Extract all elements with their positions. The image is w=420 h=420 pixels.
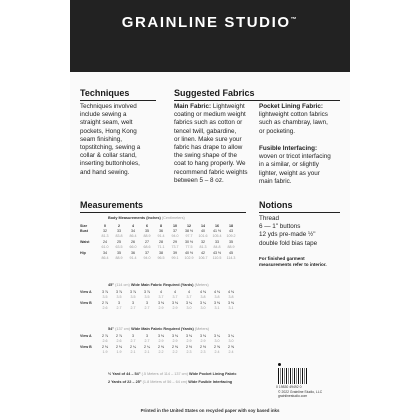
table-cell: 32 — [201, 239, 205, 244]
table-cell-metric: 3.5 — [102, 295, 108, 299]
table-cell-metric: 3.0 — [186, 306, 192, 310]
table-cell-metric: 61.0 — [101, 245, 109, 249]
table-cell: 34 — [103, 250, 107, 255]
table-cell: 4 — [188, 289, 190, 294]
table-cell: 38 — [159, 250, 163, 255]
table-row-metric — [80, 305, 238, 311]
table-cell-metric: 2.7 — [130, 306, 136, 310]
table-cell: 3 ⅛ — [158, 333, 164, 338]
table-cell-metric: 2.4 — [228, 350, 234, 354]
table-cell: 12 — [187, 223, 191, 228]
table-row — [80, 333, 238, 338]
table-cell: 14 — [201, 223, 205, 228]
table-cell: 3 — [146, 333, 148, 338]
table-cell: 37 — [173, 228, 177, 233]
table-cell-metric: 2.1 — [144, 350, 150, 354]
table-cell: 2 ⅝ — [214, 344, 220, 349]
table-cell: 3 ⅞ — [130, 289, 136, 294]
row-label: Waist — [80, 239, 90, 244]
table-cell: 8 — [160, 223, 162, 228]
table-cell: 3 — [118, 300, 120, 305]
grainline-logo-icon — [278, 363, 281, 366]
pocket-lining-text: Pocket Lining Fabric: lightweight cotton fabrics such as chambray, lawn, or pocketing. — [259, 103, 328, 135]
table-cell: 37 — [145, 250, 149, 255]
table-cell-metric: 3.7 — [172, 295, 178, 299]
table-cell-metric: 2.9 — [158, 339, 164, 343]
table-cell: 3 ¼ — [186, 300, 192, 305]
table-cell-metric: 3.0 — [228, 339, 234, 343]
table-cell: 2 ½ — [186, 344, 192, 349]
table-cell-metric: 3.1 — [214, 306, 220, 310]
wide45-table — [80, 289, 238, 311]
table-cell-metric: 86.4 — [101, 256, 109, 260]
table-cell: 43 — [229, 228, 233, 233]
table-cell: 27 — [145, 239, 149, 244]
table-cell: 2 ¼ — [130, 344, 136, 349]
table-cell: 4 ⅛ — [214, 289, 220, 294]
table-cell: 3 — [132, 333, 134, 338]
table-cell: 43 ½ — [213, 250, 221, 255]
techniques-heading: Techniques — [80, 88, 130, 98]
row-label: Bust — [80, 228, 88, 233]
table-cell: 4 — [174, 289, 176, 294]
table-cell: 42 — [201, 250, 205, 255]
table-cell-metric: 109.2 — [226, 234, 236, 238]
table-cell: 32 — [103, 228, 107, 233]
measurements-heading: Measurements — [80, 200, 144, 210]
table-cell-metric: 2.7 — [130, 339, 136, 343]
table-cell: 3 ⅛ — [172, 333, 178, 338]
table-cell-metric: 3.0 — [214, 339, 220, 343]
table-cell-metric: 3.7 — [186, 295, 192, 299]
table-cell: 3 ⅞ — [102, 289, 108, 294]
table-cell: 3 ¼ — [200, 300, 206, 305]
table-cell-metric: 94.0 — [143, 256, 151, 260]
notions-heading: Notions — [259, 200, 293, 210]
table-cell: 3 — [132, 300, 134, 305]
table-cell-metric: 106.7 — [198, 256, 208, 260]
table-cell: 2 ⅜ — [172, 344, 178, 349]
row-label: View B — [80, 344, 92, 349]
table-cell: 25 — [117, 239, 121, 244]
table-cell: 36 — [159, 228, 163, 233]
table-cell-metric: 91.4 — [157, 234, 165, 238]
body-measurements-title: Body Measurements (Inches) (Centimeters) — [108, 216, 185, 220]
table-cell-metric: 96.5 — [157, 256, 165, 260]
table-cell-metric: 3.5 — [116, 295, 122, 299]
table-cell: 3 ⅜ — [214, 300, 220, 305]
row-label: View A — [80, 289, 92, 294]
row-label: Hip — [80, 250, 86, 255]
table-cell: 3 ⅛ — [200, 333, 206, 338]
print-footer: Printed in the United States on recycled paper with soy based inks — [140, 408, 280, 413]
table-cell-metric: 2.9 — [172, 339, 178, 343]
table-cell-metric: 2.3 — [200, 350, 206, 354]
fabrics-heading: Suggested Fabrics — [174, 88, 255, 98]
table-cell: 10 — [173, 223, 177, 228]
fusible-requirement: 2 Yards of 22 – 25" (1.8 Meters of 56 – 64 cm) Wide Fusible Interfacing — [108, 380, 233, 384]
table-cell: 2 ⅛ — [102, 344, 108, 349]
table-cell: 2 ⅜ — [158, 344, 164, 349]
body-measurements-table — [80, 223, 238, 261]
table-row-metric — [80, 349, 238, 355]
table-row — [80, 300, 238, 305]
table-cell-metric: 91.4 — [129, 256, 137, 260]
table-row — [80, 344, 238, 349]
table-cell-metric: 88.9 — [143, 234, 151, 238]
pattern-back-page — [70, 0, 350, 420]
wide45-title: 45" (114 cm) Wide Main Fabric Required (Yards) (Meters) — [108, 283, 209, 287]
measurements-rule — [80, 212, 246, 213]
table-cell: 3 ⅛ — [172, 300, 178, 305]
copyright-text: © 2022 Grainline Studio, LLC grainlinestudio.com — [278, 390, 323, 399]
table-row — [80, 250, 238, 255]
table-cell-metric: 88.9 — [227, 245, 235, 249]
fabrics-rule — [174, 100, 340, 101]
table-cell: 2 ⅝ — [228, 344, 234, 349]
table-cell-metric: 3.8 — [214, 295, 220, 299]
table-cell-metric: 2.6 — [102, 306, 108, 310]
table-cell-metric: 71.1 — [157, 245, 165, 249]
table-cell: 34 — [131, 228, 135, 233]
table-cell: 24 — [103, 239, 107, 244]
table-cell-metric: 81.3 — [199, 245, 207, 249]
table-cell: 4 — [160, 289, 162, 294]
table-cell-metric: 2.2 — [172, 350, 178, 354]
table-cell: 26 — [131, 239, 135, 244]
table-cell: 0 — [104, 223, 106, 228]
table-cell-metric: 110.5 — [212, 256, 222, 260]
table-cell: 36 — [131, 250, 135, 255]
notions-list: Thread 6 — 1" buttons 12 yds pre-made ½" double fold bias tape — [259, 215, 318, 247]
pocket-lining-requirement: ½ Yard of 44 – 54" (.5 Meters of 114 – 137 cm) Wide Pocket Lining Fabric — [108, 372, 237, 376]
table-cell-metric: 88.9 — [115, 256, 123, 260]
table-cell: 3 ⅜ — [228, 300, 234, 305]
table-cell: 35 — [229, 239, 233, 244]
table-cell: 2 ½ — [200, 344, 206, 349]
table-cell-metric: 2.7 — [144, 339, 150, 343]
table-cell-metric: 102.9 — [184, 256, 194, 260]
table-cell-metric: 3.7 — [158, 295, 164, 299]
table-cell-metric: 3.8 — [200, 295, 206, 299]
table-cell-metric: 3.5 — [130, 295, 136, 299]
table-cell: 45 — [229, 250, 233, 255]
table-cell: 40 ½ — [185, 250, 193, 255]
table-cell: 2 ⅞ — [102, 300, 108, 305]
table-cell-metric: 2.9 — [200, 339, 206, 343]
brand-title: GRAINLINE STUDIO™ — [121, 14, 299, 31]
table-cell: 2 ⅞ — [102, 333, 108, 338]
barcode-number: 0 19830 49492 0 — [276, 385, 302, 389]
notions-rule — [259, 212, 340, 213]
table-cell-metric: 2.7 — [116, 306, 122, 310]
table-cell: 4 ⅛ — [228, 289, 234, 294]
table-cell: 3 — [146, 300, 148, 305]
finished-measurements-note: For finished garment measurements refer to interior. — [259, 256, 327, 267]
table-cell: 41 ½ — [213, 228, 221, 233]
table-cell: 30 ½ — [185, 239, 193, 244]
table-cell: 2 ⅞ — [116, 333, 122, 338]
wide54-title: 54" (137 cm) Wide Main Fabric Required (Yards) (Meters) — [108, 327, 209, 331]
table-cell-metric: 2.6 — [116, 339, 122, 343]
table-cell: 3 ¼ — [228, 333, 234, 338]
table-cell: 38 ½ — [185, 228, 193, 233]
table-cell-metric: 3.1 — [228, 306, 234, 310]
table-cell-metric: 114.3 — [226, 256, 236, 260]
table-cell-metric: 81.3 — [101, 234, 109, 238]
table-cell: 35 — [145, 228, 149, 233]
table-cell-metric: 105.4 — [212, 234, 222, 238]
table-cell: 33 — [117, 228, 121, 233]
table-cell: 39 — [173, 250, 177, 255]
table-cell-metric: 1.9 — [116, 350, 122, 354]
table-cell-metric: 2.6 — [102, 339, 108, 343]
table-cell: 33 — [215, 239, 219, 244]
table-cell-metric: 101.6 — [198, 234, 208, 238]
fusible-interfacing-text: Fusible Interfacing: woven or tricot interfacing in a similar, or slightly lighter, weight as your main fabric. — [259, 145, 331, 185]
table-cell: 4 ⅛ — [200, 289, 206, 294]
table-cell-metric: 77.5 — [185, 245, 193, 249]
row-label-empty — [80, 255, 98, 261]
table-cell-metric: 66.0 — [129, 245, 137, 249]
wide54-table — [80, 333, 238, 355]
table-cell-metric: 73.7 — [171, 245, 179, 249]
table-cell: 35 — [117, 250, 121, 255]
row-label: View A — [80, 333, 92, 338]
techniques-text: Techniques involved include sewing a straight seam, welt pockets, Hong Kong seam finishing, topstitching, sewing a collar & collar stand, inserting buttonholes, and hand sewing. — [80, 103, 141, 176]
table-cell: 2 — [118, 223, 120, 228]
table-row — [80, 228, 238, 233]
table-cell: 18 — [229, 223, 233, 228]
row-label-empty — [80, 349, 98, 355]
brand-banner — [70, 0, 350, 72]
table-cell: 3 ⅛ — [158, 300, 164, 305]
table-cell-metric: 2.9 — [172, 306, 178, 310]
table-cell-metric: 1.9 — [102, 350, 108, 354]
table-cell-metric: 2.1 — [130, 350, 136, 354]
table-cell-metric: 99.1 — [171, 256, 179, 260]
row-label: Size — [80, 223, 88, 228]
table-cell: 6 — [146, 223, 148, 228]
table-cell-metric: 97.7 — [185, 234, 193, 238]
table-cell-metric: 3.0 — [200, 306, 206, 310]
table-cell: 3 ¼ — [214, 333, 220, 338]
barcode-icon — [278, 368, 308, 384]
table-row-metric — [80, 255, 238, 261]
row-label-empty — [80, 305, 98, 311]
table-cell-metric: 83.8 — [115, 234, 123, 238]
table-cell: 2 ¼ — [144, 344, 150, 349]
table-row — [80, 239, 238, 244]
table-cell: 28 — [159, 239, 163, 244]
table-cell: 3 ⅞ — [116, 289, 122, 294]
table-cell: 40 — [201, 228, 205, 233]
table-cell: 29 — [173, 239, 177, 244]
row-label: View B — [80, 300, 92, 305]
table-cell-metric: 94.0 — [171, 234, 179, 238]
table-cell-metric: 3.5 — [144, 295, 150, 299]
main-fabric-text: Main Fabric: Lightweight coating or medium weight fabrics such as cotton or tencel twill, gabardine, or linen. Make sure your fabric has drape to allow the swing shape of the coat to hang properly. We recommend fabric weights between 5 – 8 oz. — [174, 103, 248, 184]
table-cell: 3 ⅛ — [186, 333, 192, 338]
table-cell-metric: 3.8 — [228, 295, 234, 299]
table-cell-metric: 2.3 — [186, 350, 192, 354]
table-cell-metric: 86.4 — [129, 234, 137, 238]
table-cell: 4 — [132, 223, 134, 228]
table-cell-metric: 84.8 — [213, 245, 221, 249]
techniques-rule — [80, 100, 156, 101]
table-cell: 16 — [215, 223, 219, 228]
table-cell-metric: 63.5 — [115, 245, 123, 249]
table-cell: 2 ⅛ — [116, 344, 122, 349]
table-cell-metric: 2.7 — [144, 306, 150, 310]
table-cell-metric: 2.9 — [158, 306, 164, 310]
table-cell-metric: 2.4 — [214, 350, 220, 354]
table-cell: 3 ⅞ — [144, 289, 150, 294]
table-cell-metric: 68.6 — [143, 245, 151, 249]
table-cell-metric: 2.9 — [186, 339, 192, 343]
table-cell-metric: 2.2 — [158, 350, 164, 354]
